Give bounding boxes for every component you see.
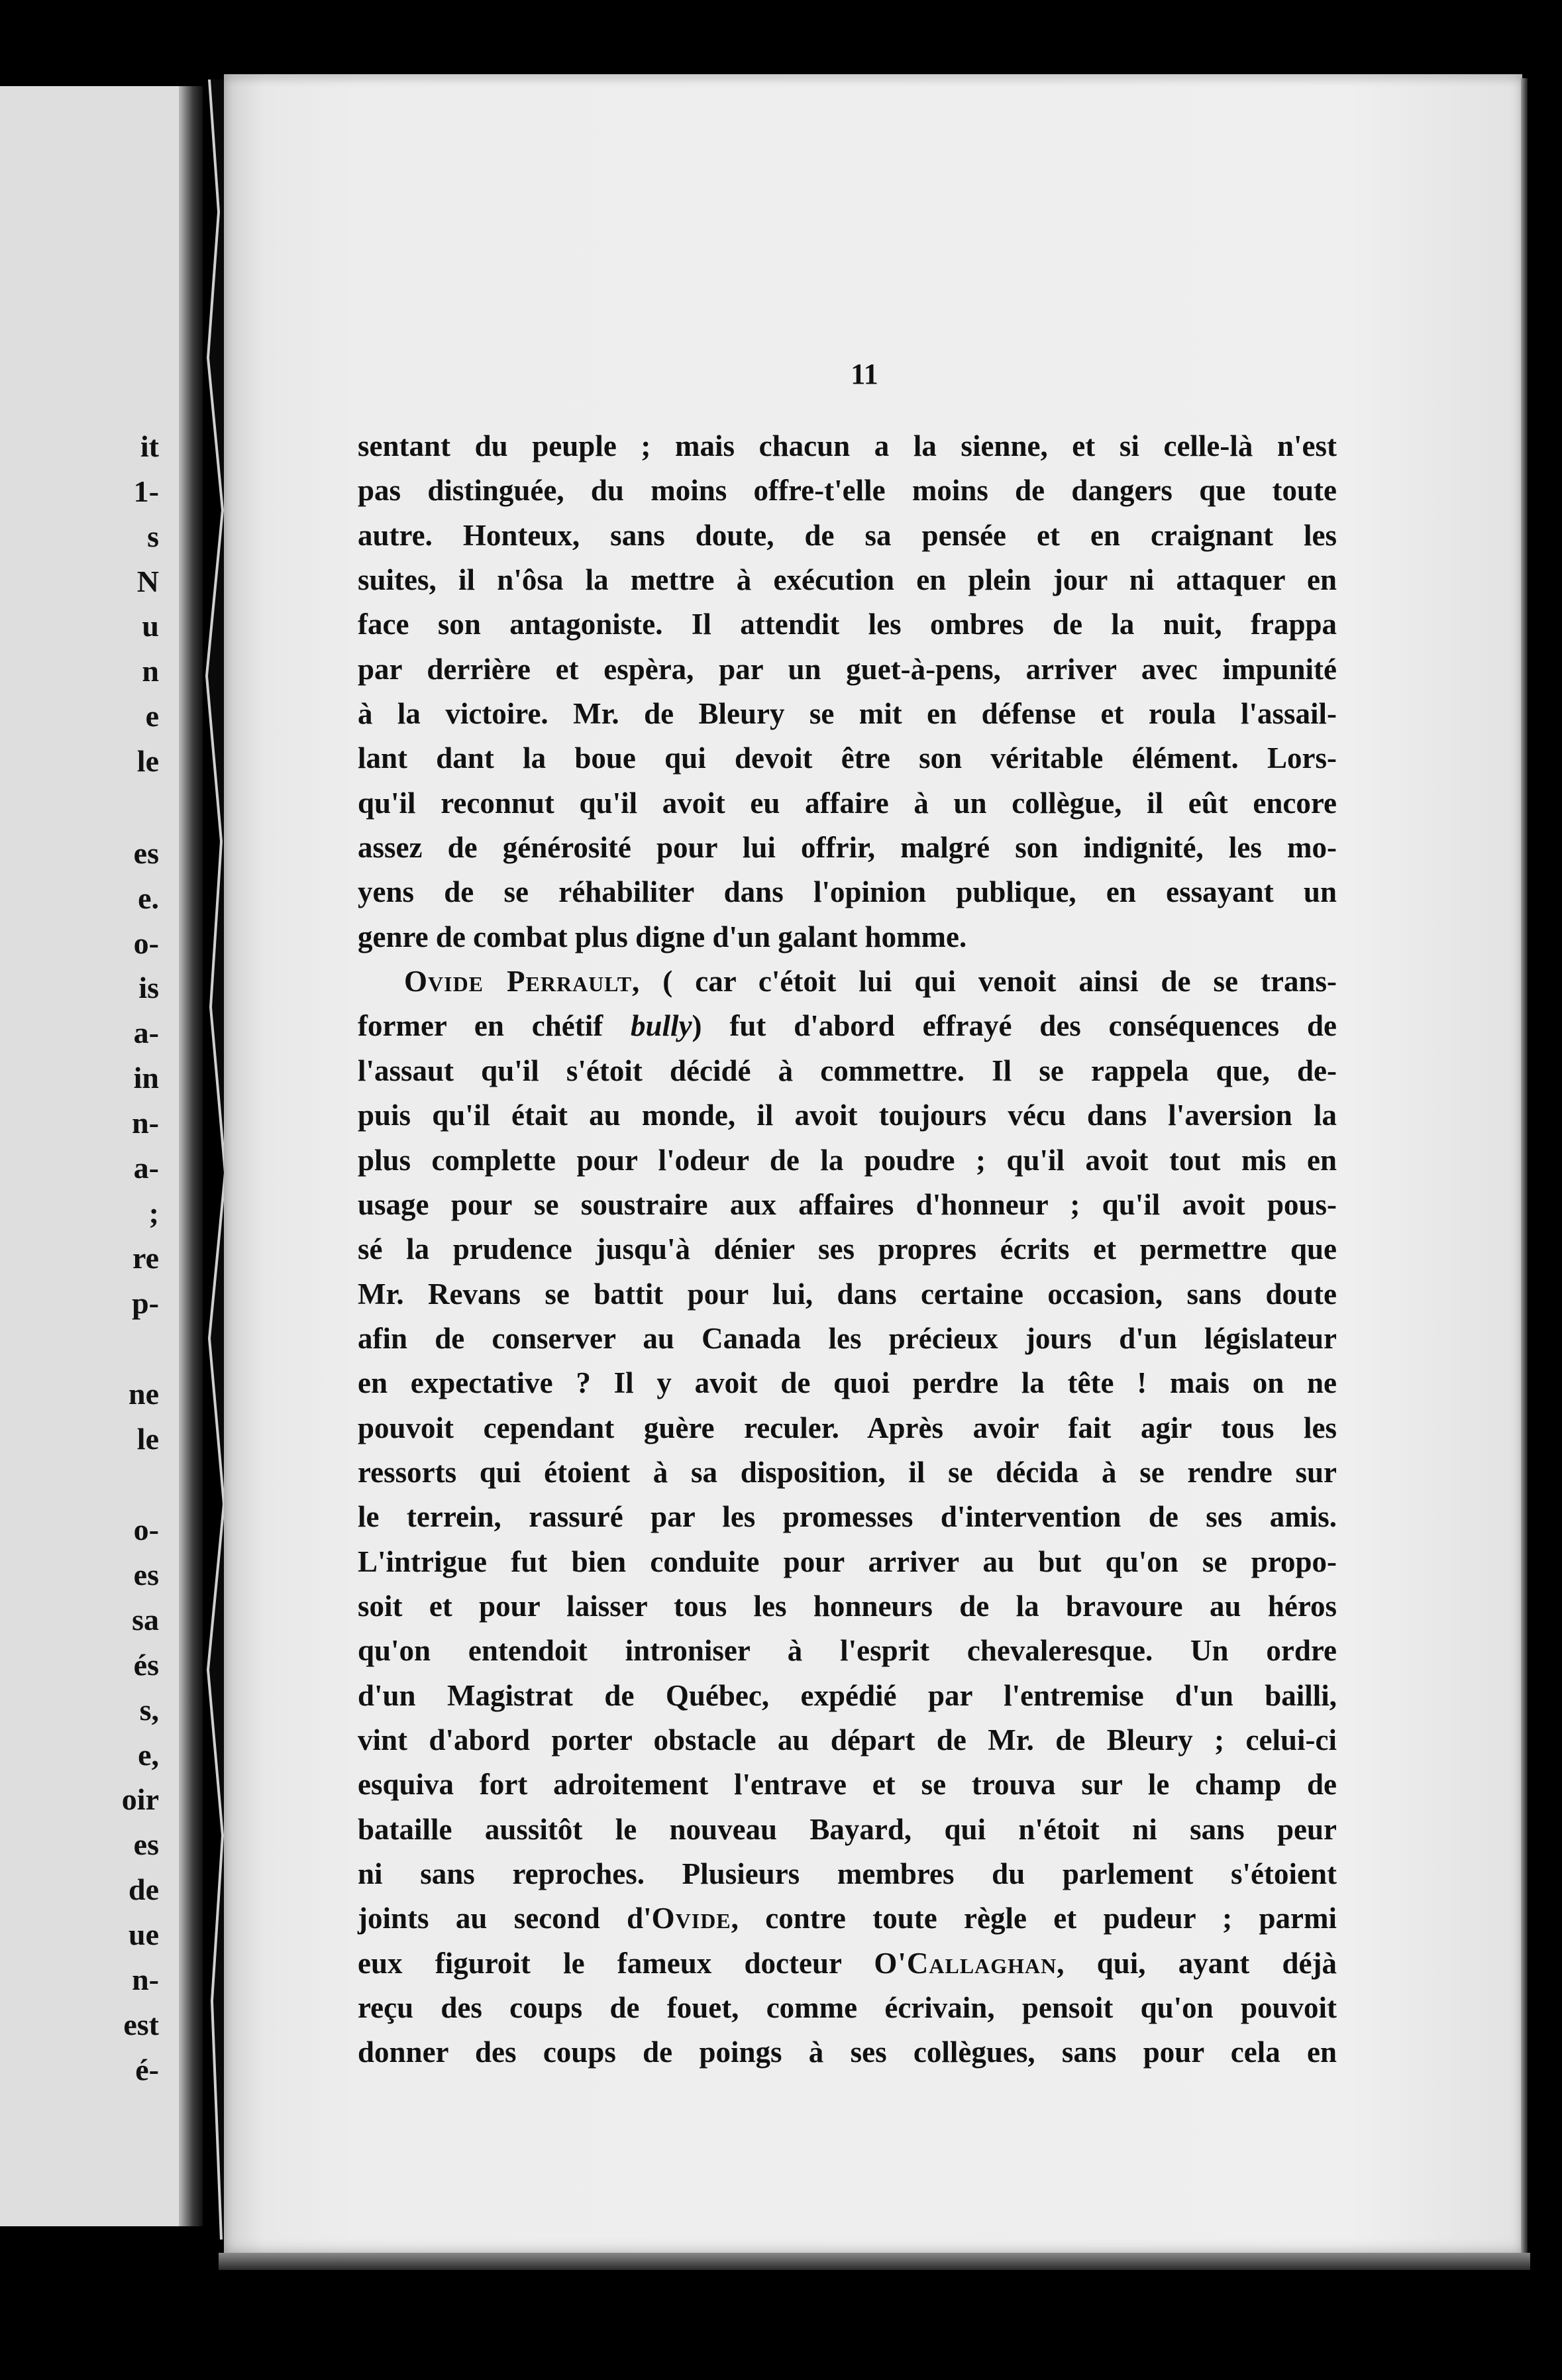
facing-page-fragment: u: [142, 609, 159, 643]
text-line: Ovide Perrault, ( car c'étoit lui qui venoit ainsi de se trans-: [404, 965, 1337, 999]
text-line: genre de combat plus digne d'un galant homme.: [358, 920, 967, 953]
text-line: qu'il reconnut qu'il avoit eu affaire à un collègue, il eût encore: [358, 786, 1337, 820]
text-line: l'assaut qu'il s'étoit décidé à commettre. Il se rappela que, de-: [358, 1054, 1337, 1087]
facing-page-fragment: le: [136, 1422, 159, 1456]
facing-page-fragment: in: [133, 1061, 159, 1095]
page-bottom-edge: [219, 2253, 1530, 2270]
text-line: assez de générosité pour lui offrir, malgré son indignité, les mo-: [358, 831, 1337, 865]
italic-word: bully: [631, 1009, 692, 1043]
text-line: sé la prudence jusqu'à dénier ses propres écrits et permettre que: [358, 1232, 1337, 1266]
facing-page-fragment: n: [142, 654, 159, 688]
facing-page-fragment: le: [136, 744, 159, 778]
person-name-ocallaghan: O'Callaghan: [874, 1946, 1057, 1980]
text-line: L'intrigue fut bien conduite pour arriver au but qu'on se propo-: [358, 1544, 1337, 1578]
facing-page-fragment: es: [133, 836, 159, 870]
person-name-ovide: Ovide: [651, 1902, 731, 1935]
text-line: suites, il n'ôsa la mettre à exécution en plein jour ni attaquer en: [358, 563, 1337, 597]
facing-page-fragment: n-: [132, 1106, 159, 1140]
text-line: Mr. Revans se battit pour lui, dans certaine occasion, sans doute: [358, 1277, 1337, 1311]
text-line: lant dant la boue qui devoit être son véritable élément. Lors-: [358, 741, 1337, 775]
text-line: vint d'abord porter obstacle au départ de Mr. de Bleury ; celui-ci: [358, 1723, 1337, 1757]
facing-page-fragment: est: [123, 2008, 159, 2041]
facing-page-fragment: ne: [129, 1377, 159, 1411]
facing-page-fragment: ;: [148, 1196, 159, 1230]
text-line: afin de conserver au Canada les précieux jours d'un législateur: [358, 1321, 1337, 1355]
text-line: reçu des coups de fouet, comme écrivain, pensoit qu'on pouvoit: [358, 1991, 1337, 2025]
facing-page-fragment: o-: [133, 926, 159, 960]
facing-page-fragment: 1-: [133, 474, 159, 508]
text-line: donner des coups de poings à ses collègues, sans pour cela en: [358, 2035, 1337, 2069]
body-text: [358, 424, 1337, 2075]
paragraph: [358, 959, 1337, 2075]
text-line: yens de se réhabiliter dans l'opinion publique, en essayant un: [358, 875, 1337, 909]
facing-page-fragment: es: [133, 1558, 159, 1592]
facing-page-fragment: de: [129, 1872, 159, 1906]
facing-page-fragment: ue: [129, 1918, 159, 1951]
facing-page-fragment: re: [132, 1241, 159, 1275]
text-line: pas distinguée, du moins offre-t'elle moins de dangers que toute: [358, 474, 1337, 508]
facing-page-fragment: e,: [138, 1738, 159, 1772]
text-line: pouvoit cependant guère reculer. Après avoir fait agir tous les: [358, 1411, 1337, 1444]
text-line: soit et pour laisser tous les honneurs de la bravoure au héros: [358, 1589, 1337, 1623]
text-line: bataille aussitôt le nouveau Bayard, qui n'étoit ni sans peur: [358, 1812, 1337, 1846]
text-line: plus complette pour l'odeur de la poudre ; qu'il avoit tout mis en: [358, 1143, 1337, 1177]
facing-page-fragment: it: [140, 429, 159, 463]
facing-page-fragment: is: [138, 971, 159, 1004]
page-number: 11: [851, 358, 878, 390]
text-line: esquiva fort adroitement l'entrave et se trouva sur le champ de: [358, 1768, 1337, 1802]
facing-page-fragment: oir: [121, 1782, 159, 1816]
text-line: en expectative ? Il y avoit de quoi perdre la tête ! mais on ne: [358, 1366, 1337, 1400]
facing-page-fragment: n-: [132, 1963, 159, 1996]
facing-page-fragment: s,: [139, 1693, 159, 1727]
text-line: ni sans reproches. Plusieurs membres du parlement s'étoient: [358, 1857, 1337, 1890]
facing-page-fragment: es: [133, 1827, 159, 1861]
facing-page-fragment: N: [136, 565, 159, 598]
text-line: qu'on entendoit introniser à l'esprit chevaleresque. Un ordre: [358, 1634, 1337, 1668]
facing-page-fragment: e.: [138, 881, 159, 915]
facing-page-fragment: e: [145, 699, 159, 733]
text-line: joints au second d'Ovide, contre toute règle et pudeur ; parmi: [358, 1902, 1337, 1935]
facing-page-fragment: p-: [132, 1286, 159, 1320]
text-line: ressorts qui étoient à sa disposition, il se décida à se rendre sur: [358, 1455, 1337, 1489]
text-line: puis qu'il était au monde, il avoit toujours vécu dans l'aversion la: [358, 1099, 1337, 1132]
facing-page-fragment: s: [147, 519, 159, 553]
text-line: face son antagoniste. Il attendit les ombres de la nuit, frappa: [358, 608, 1337, 641]
text-line: par derrière et espèra, par un guet-à-pens, arriver avec impunité: [358, 652, 1337, 686]
text-line: autre. Honteux, sans doute, de sa pensée et en craignant les: [358, 518, 1337, 552]
facing-page-fragment: a-: [133, 1151, 159, 1185]
text-line: former en chétif bully) fut d'abord effrayé des conséquences de: [358, 1009, 1337, 1043]
facing-page-fragment: és: [133, 1648, 159, 1682]
person-name-ovide-perrault: Ovide Perrault,: [404, 965, 641, 999]
text-line: eux figuroit le fameux docteur O'Callaghan, qui, ayant déjà: [358, 1946, 1337, 1980]
text-line: usage pour se soustraire aux affaires d'honneur ; qu'il avoit pous-: [358, 1187, 1337, 1221]
text-line: sentant du peuple ; mais chacun a la sienne, et si celle-là n'est: [358, 429, 1337, 462]
facing-page-fragment: sa: [132, 1603, 159, 1637]
text-line: d'un Magistrat de Québec, expédié par l'entremise d'un bailli,: [358, 1678, 1337, 1712]
text-line: à la victoire. Mr. de Bleury se mit en défense et roula l'assail-: [358, 697, 1337, 731]
page-right-edge: [1521, 78, 1528, 2265]
facing-page-fragment: o-: [133, 1513, 159, 1546]
text-line: le terrein, rassuré par les promesses d'intervention de ses amis.: [358, 1500, 1337, 1534]
facing-page-fragment: a-: [133, 1016, 159, 1050]
facing-page-fragment: é-: [135, 2053, 159, 2086]
paragraph: [358, 424, 1337, 959]
